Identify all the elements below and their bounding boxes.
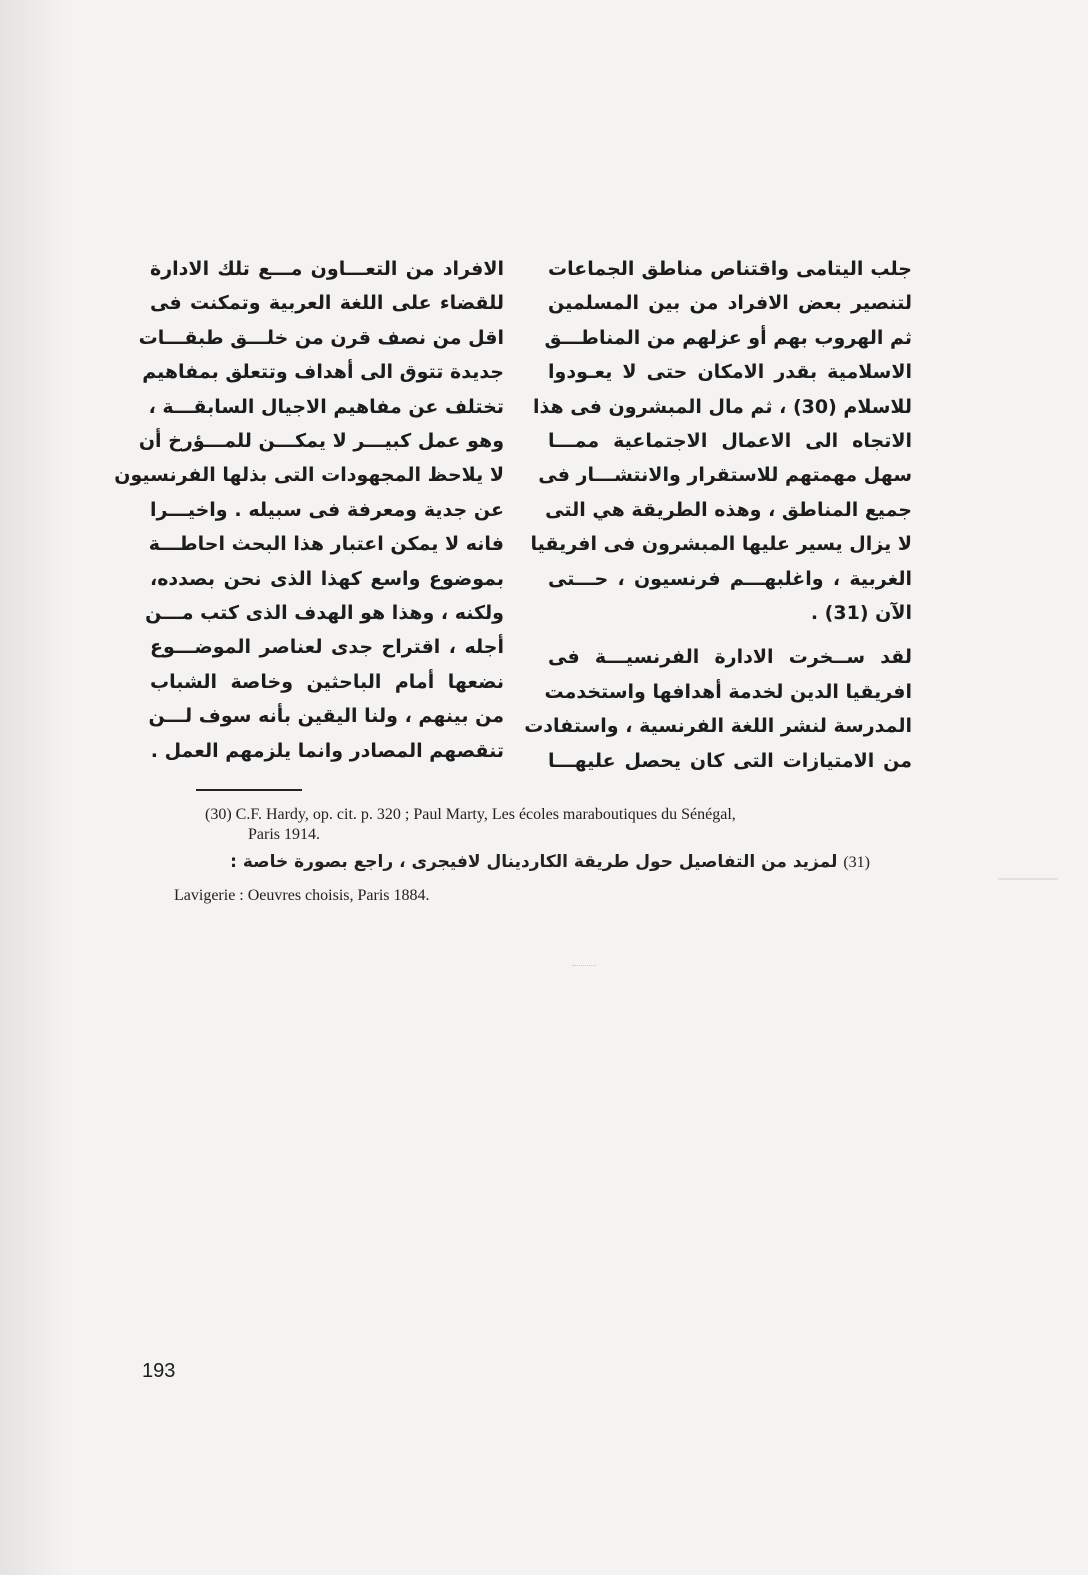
text-line: لا يزال يسير عليها المبشرون فى افريقيا bbox=[530, 533, 912, 556]
footnote-separator bbox=[196, 789, 302, 791]
text-line: اقل من نصف قرن من خلـــق طبقـــات bbox=[138, 326, 504, 349]
text-line: الاسلامية بقدر الامكان حتى لا يعـودوا bbox=[548, 361, 912, 384]
left-column bbox=[114, 252, 504, 768]
paragraph-gap bbox=[548, 630, 912, 640]
body-text-columns bbox=[114, 252, 912, 772]
footnote-31 bbox=[230, 852, 870, 872]
page-number: 193 bbox=[142, 1360, 176, 1382]
right-column-paragraph-1 bbox=[530, 252, 912, 630]
text-line: لتنصير بعض الافراد من بين المسلمين bbox=[548, 292, 912, 315]
text-line: أجله ، اقتراح جدى لعناصر الموضـــوع bbox=[150, 636, 504, 659]
text-line: سهل مهمتهم للاستقرار والانتشـــار فى bbox=[538, 464, 912, 487]
scan-artifact bbox=[998, 878, 1058, 880]
right-column bbox=[524, 252, 912, 778]
text-line: فانه لا يمكن اعتبار هذا البحث احاطـــة bbox=[148, 533, 504, 556]
text-line: ولكنه ، وهذا هو الهدف الذى كتب مـــن bbox=[145, 602, 504, 625]
text-line: جديدة تتوق الى أهداف وتتعلق بمفاهيم bbox=[142, 361, 504, 384]
text-line: جميع المناطق ، وهذه الطريقة هي التى bbox=[545, 498, 912, 521]
text-line: تختلف عن مفاهيم الاجيال السابقـــة ، bbox=[148, 395, 504, 418]
text-line: بموضوع واسع كهذا الذى نحن بصدده، bbox=[150, 567, 504, 590]
text-line: تنقصهم المصادر وانما يلزمهم العمل . bbox=[150, 739, 504, 762]
page-edge-shadow bbox=[0, 0, 70, 1575]
footnote-31-reference: Lavigerie : Oeuvres choisis, Paris 1884. bbox=[174, 887, 430, 904]
text-line: الاتجاه الى الاعمال الاجتماعية ممـــا bbox=[548, 430, 912, 453]
right-column-paragraph-2 bbox=[524, 640, 912, 778]
footnote-30-continuation: Paris 1914. bbox=[248, 826, 320, 843]
text-line: لقد ســخرت الادارة الفرنسيـــة فى bbox=[548, 646, 912, 669]
text-line: عن جدية ومعرفة فى سبيله . واخيـــرا bbox=[150, 498, 504, 521]
text-line: افريقيا الدين لخدمة أهدافها واستخدمت bbox=[544, 680, 912, 703]
footnote-31-number: (31) bbox=[843, 854, 870, 871]
footnote-30: (30) C.F. Hardy, op. cit. p. 320 ; Paul Marty, Les écoles maraboutiques du Sénégal, bbox=[205, 806, 736, 823]
text-line: الافراد من التعـــاون مـــع تلك الادارة bbox=[150, 258, 504, 280]
text-line: الآن (31) . bbox=[810, 602, 912, 625]
text-line: ثم الهروب بهم أو عزلهم من المناطـــق bbox=[544, 326, 912, 349]
text-line: للقضاء على اللغة العربية وتمكنت فى bbox=[150, 292, 504, 315]
scan-artifact bbox=[572, 965, 596, 969]
text-line: المدرسة لنشر اللغة الفرنسية ، واستفادت bbox=[524, 715, 912, 738]
text-line: وهو عمل كبيـــر لا يمكـــن للمـــؤرخ أن bbox=[138, 430, 504, 453]
text-line: لا يلاحظ المجهودات التى بذلها الفرنسيون bbox=[114, 464, 504, 487]
footnote-31-arabic-text: لمزيد من التفاصيل حول طريقة الكاردينال لافيجرى ، راجع بصورة خاصة : bbox=[230, 852, 838, 872]
text-line: من بينهم ، ولنا اليقين بأنه سوف لـــن bbox=[148, 705, 504, 728]
text-line: للاسلام (30) ، ثم مال المبشرون فى هذا bbox=[532, 395, 912, 418]
text-line: من الامتيازات التى كان يحصل عليهـــا bbox=[548, 749, 912, 772]
text-line: الغربية ، واغلبهـــم فرنسيون ، حـــتى bbox=[548, 567, 912, 590]
text-line: جلب اليتامى واقتناص مناطق الجماعات bbox=[548, 258, 912, 280]
text-line: نضعها أمام الباحثين وخاصة الشباب bbox=[150, 670, 504, 693]
